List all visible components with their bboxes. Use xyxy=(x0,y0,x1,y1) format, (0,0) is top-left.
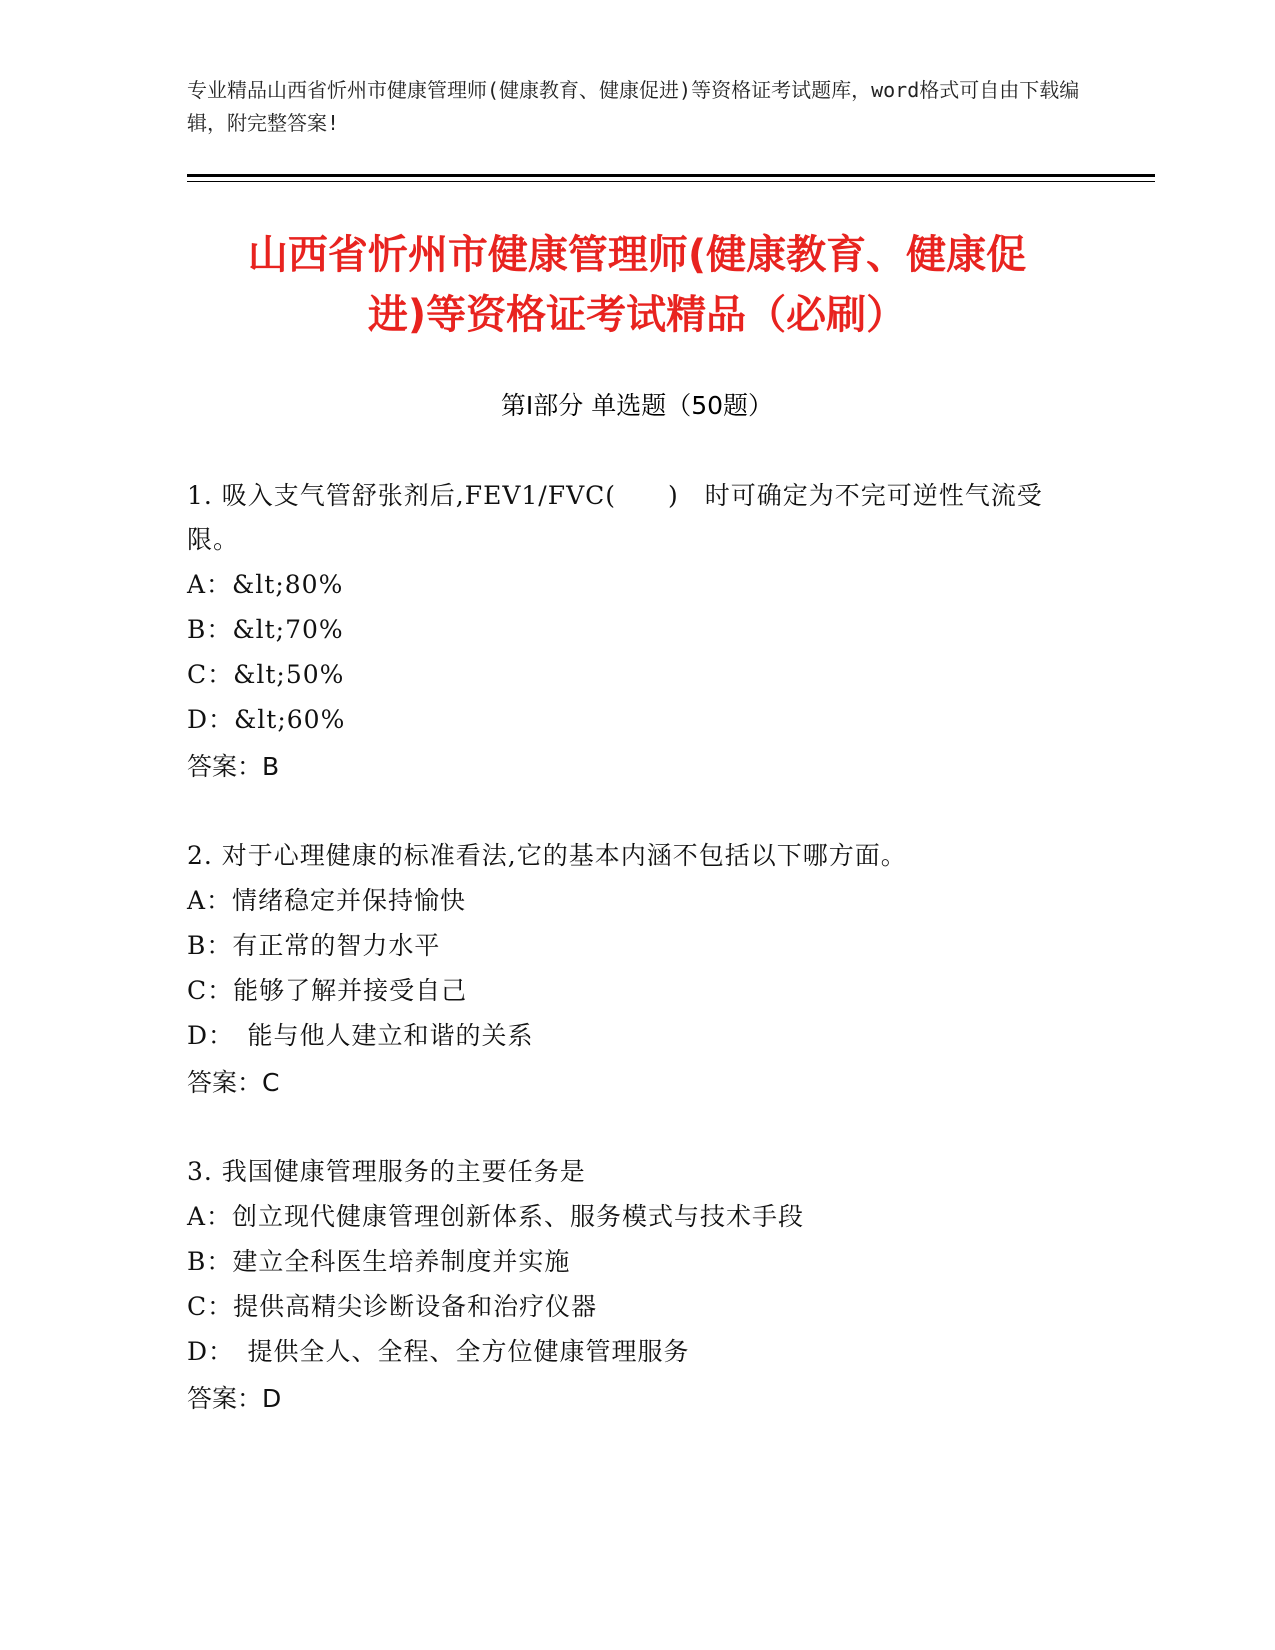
document-title-line1: 山西省忻州市健康管理师(健康教育、健康促 xyxy=(247,232,1027,278)
document-title xyxy=(187,225,1087,345)
answer-line: 答案：D xyxy=(187,1384,282,1413)
option-c: C：&lt;50% xyxy=(187,660,345,689)
answer-line: 答案：B xyxy=(187,752,280,781)
question-stem: 1. 吸入支气管舒张剂后,FEV1/FVC( ) 时可确定为不完可逆性气流受限。 xyxy=(187,481,1043,554)
question-2 xyxy=(187,834,1087,1106)
document-title-line2: 进)等资格证考试精品（必刷） xyxy=(367,292,907,338)
question-3 xyxy=(187,1150,1087,1422)
question-1 xyxy=(187,474,1087,790)
option-b: B：&lt;70% xyxy=(187,615,344,644)
option-a: A：&lt;80% xyxy=(187,570,344,599)
question-stem: 3. 我国健康管理服务的主要任务是 xyxy=(187,1157,586,1186)
option-d: D：&lt;60% xyxy=(187,705,346,734)
header-rule-thick xyxy=(187,174,1155,177)
option-d: D： 能与他人建立和谐的关系 xyxy=(187,1021,534,1050)
answer-line: 答案：C xyxy=(187,1068,280,1097)
header-note: 专业精品山西省忻州市健康管理师(健康教育、健康促进)等资格证考试题库，word格式可自由下载编辑，附完整答案! xyxy=(187,78,1080,135)
option-a: A：创立现代健康管理创新体系、服务模式与技术手段 xyxy=(187,1202,805,1231)
header-rule-thin xyxy=(187,181,1155,182)
option-d: D： 提供全人、全程、全方位健康管理服务 xyxy=(187,1337,690,1366)
option-b: B：建立全科医生培养制度并实施 xyxy=(187,1247,571,1276)
option-c: C：提供高精尖诊断设备和治疗仪器 xyxy=(187,1292,598,1321)
section-title: 第Ⅰ部分 单选题（50题） xyxy=(500,391,774,420)
option-b: B：有正常的智力水平 xyxy=(187,931,441,960)
option-a: A：情绪稳定并保持愉快 xyxy=(187,886,467,915)
question-stem: 2. 对于心理健康的标准看法,它的基本内涵不包括以下哪方面。 xyxy=(187,841,907,870)
option-c: C：能够了解并接受自己 xyxy=(187,976,468,1005)
